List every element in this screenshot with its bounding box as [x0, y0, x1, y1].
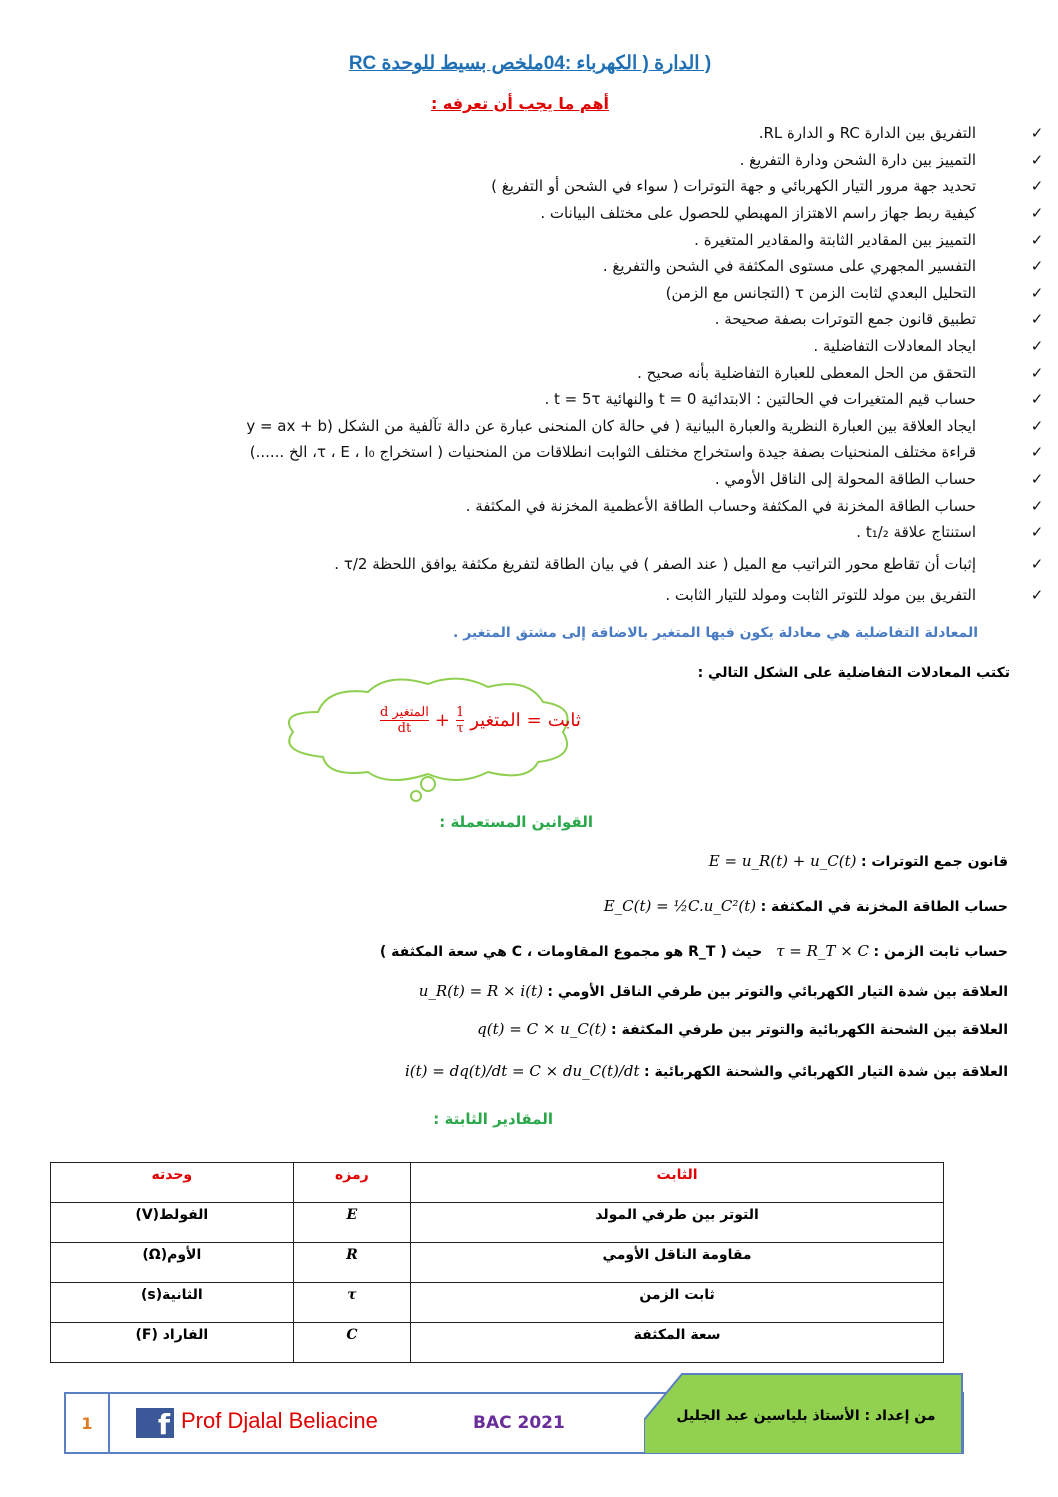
checkmark-icon: ✓: [1030, 470, 1044, 489]
table-row: [51, 1243, 944, 1283]
unit-cell: الأوم(Ω): [51, 1243, 294, 1283]
law-label: حساب الطاقة المخزنة في المكثفة :: [760, 899, 1008, 915]
checkmark-icon: ✓: [1030, 390, 1044, 409]
bac-year: BAC 2021: [473, 1413, 565, 1433]
laws-heading: القوانين المستعملة :: [439, 813, 593, 831]
table-row: [51, 1203, 944, 1243]
page-title: ( الدارة ( الكهرباء :04ملخص بسيط للوحدة RC: [348, 53, 712, 74]
checklist: [76, 120, 1044, 608]
law-line: [709, 852, 1008, 870]
law-formula: q(t) = C × u_C(t): [477, 1020, 607, 1038]
checklist-text: إثبات أن تقاطع محور التراتيب مع الميل ( عند الصفر ) في بيان الطاقة لتفريغ مكثفة يوافق اللحظة τ/2 .: [334, 554, 976, 573]
checkmark-icon: ✓: [1030, 337, 1044, 356]
brand-name: Prof Djalal Beliacine: [181, 1408, 378, 1433]
unit-cell: الفولط(V): [51, 1203, 294, 1243]
symbol-cell: R: [293, 1243, 410, 1283]
law-formula: i(t) = dq(t)/dt = C × du_C(t)/dt: [404, 1062, 640, 1080]
law-formula: E = u_R(t) + u_C(t): [708, 852, 857, 870]
checklist-text: حساب قيم المتغيرات في الحالتين : الابتدائية t = 0 والنهائية t = 5τ .: [544, 390, 976, 409]
checklist-text: التمييز بين المقادير الثابتة والمقادير المتغيرة .: [694, 230, 976, 249]
checkmark-icon: ✓: [1030, 283, 1044, 302]
constant-cell: مقاومة الناقل الأومي: [411, 1243, 944, 1283]
footer: [64, 1392, 964, 1454]
law-line: [477, 1020, 1008, 1038]
checklist-text: حساب الطاقة المحولة إلى الناقل الأومي .: [714, 470, 976, 489]
checklist-item: [76, 519, 1044, 546]
law-formula: u_R(t) = R × i(t): [418, 982, 543, 1000]
header-constant: الثابت: [411, 1163, 944, 1203]
checklist-text: قراءة مختلف المنحنيات بصفة جيدة واستخراج مختلف الثوابت انطلاقات من المنحنيات ( استخراج τ ، E ، I₀، الخ ......): [249, 443, 976, 462]
header-symbol: رمزه: [293, 1163, 410, 1203]
equals-sign: =: [526, 710, 542, 731]
unit-cell: الثانية(s): [51, 1283, 294, 1323]
checklist-text: التمييز بين دارة الشحن ودارة التفريغ .: [739, 150, 976, 169]
author-credit: من إعداد : الأستاذ بلياسين عبد الجليل: [676, 1408, 936, 1424]
symbol-cell: E: [293, 1203, 410, 1243]
checkmark-icon: ✓: [1030, 523, 1044, 542]
checkmark-icon: ✓: [1030, 554, 1044, 573]
checkmark-icon: ✓: [1030, 177, 1044, 196]
checklist-text: كيفية ربط جهاز راسم الاهتزاز المهبطي للحصول على مختلف البيانات .: [540, 204, 976, 223]
header-unit: وحدته: [51, 1163, 294, 1203]
table-row: [51, 1283, 944, 1323]
inverse-tau: [456, 705, 464, 736]
checklist-item: [76, 546, 1044, 582]
law-label: العلاقة بين شدة التيار الكهربائي والشحنة الكهربائية :: [644, 1064, 1008, 1080]
law-label: العلاقة بين الشحنة الكهربائية والتوتر بين طرفي المكثفة :: [610, 1022, 1008, 1038]
constant-cell: التوتر بين طرفي المولد: [411, 1203, 944, 1243]
one: 1: [455, 705, 465, 720]
checklist-item: [76, 359, 1044, 386]
differential-equation-form: [380, 705, 620, 736]
law-note: حيث ( R_T هو مجموع المقاومات ، C هي سعة المكثفة ): [379, 944, 763, 960]
checklist-item: [76, 306, 1044, 333]
derivative-denominator: dt: [397, 721, 412, 736]
checklist-text: التحقق من الحل المعطى للعبارة التفاضلية بأنه صحيح .: [637, 363, 976, 382]
checkmark-icon: ✓: [1030, 443, 1044, 462]
checkmark-icon: ✓: [1030, 496, 1044, 515]
checklist-item: [76, 333, 1044, 360]
law-formula: E_C(t) = ½C.u_C²(t): [603, 897, 757, 915]
checklist-item: [76, 226, 1044, 253]
checklist-text: التفريق بين الدارة RC و الدارة RL.: [758, 124, 976, 143]
checklist-text: حساب الطاقة المخزنة في المكثفة وحساب الطاقة الأعظمية المخزنة في المكثفة .: [465, 496, 976, 515]
checklist-text: التحليل البعدي لثابت الزمن τ (التجانس مع الزمن): [665, 283, 976, 302]
checklist-item: [76, 492, 1044, 519]
unit-cell: الفاراد (F): [51, 1323, 294, 1363]
checkmark-icon: ✓: [1030, 257, 1044, 276]
law-line: [604, 897, 1008, 915]
checklist-text: التفريق بين مولد للتوتر الثابت ومولد للتيار الثابت .: [665, 585, 976, 604]
plus-sign: +: [434, 710, 450, 731]
law-label: حساب ثابت الزمن :: [873, 944, 1008, 960]
law-label: قانون جمع التوترات :: [860, 854, 1008, 870]
checklist-text: ايجاد المعادلات التفاضلية .: [813, 337, 976, 356]
derivative-fraction: [380, 705, 429, 736]
law-label: العلاقة بين شدة التيار الكهربائي والتوتر بين طرفي الناقل الأومي :: [547, 984, 1008, 1000]
tau: τ: [456, 721, 464, 736]
checkmark-icon: ✓: [1030, 150, 1044, 169]
checklist-item: [76, 200, 1044, 227]
checkmark-icon: ✓: [1030, 585, 1044, 604]
checkmark-icon: ✓: [1030, 363, 1044, 382]
checkmark-icon: ✓: [1030, 204, 1044, 223]
checkmark-icon: ✓: [1030, 124, 1044, 143]
constant-cell: سعة المكثفة: [411, 1323, 944, 1363]
table-row: [51, 1323, 944, 1363]
symbol-cell: τ: [293, 1283, 410, 1323]
checklist-item: [76, 173, 1044, 200]
law-line: [380, 942, 1008, 960]
thought-cloud-shape: [278, 672, 578, 807]
checklist-item: [76, 439, 1044, 466]
checklist-text: تحديد جهة مرور التيار الكهربائي و جهة التوترات ( سواء في الشحن أو التفريغ ): [491, 177, 976, 196]
law-line: [419, 982, 1008, 1000]
checkmark-icon: ✓: [1030, 416, 1044, 435]
checklist-text: ايجاد العلاقة بين العبارة النظرية والعبارة البيانية ( في حالة كان المنحنى عبارة عن دالة تآلفية من الشكل (y = ax + b: [246, 416, 976, 435]
variable-term: المتغير: [470, 710, 521, 731]
constant-cell: ثابت الزمن: [411, 1283, 944, 1323]
facebook-icon: f: [136, 1408, 174, 1438]
checklist-item: [76, 147, 1044, 174]
checklist-item: [76, 582, 1044, 609]
checklist-text: تطبيق قانون جمع التوترات بصفة صحيحة .: [714, 310, 976, 329]
symbol-cell: C: [293, 1323, 410, 1363]
checklist-item: [76, 413, 1044, 440]
law-formula: τ = R_T × C: [776, 942, 870, 960]
law-line: [405, 1062, 1008, 1080]
definition-text: المعادلة التفاضلية هي معادلة يكون فيها المتغير بالاضافة إلى مشتق المتغير .: [453, 625, 978, 641]
section-subtitle: أهم ما يجب أن تعرفه :: [430, 94, 610, 113]
constants-table: [50, 1162, 944, 1363]
page-number: 1: [66, 1394, 110, 1452]
checkmark-icon: ✓: [1030, 230, 1044, 249]
derivative-numerator: d المتغير: [380, 705, 429, 720]
form-intro: تكتب المعادلات التفاضلية على الشكل التالي :: [697, 665, 1010, 681]
checklist-item: [76, 386, 1044, 413]
checklist-item: [76, 466, 1044, 493]
checklist-item: [76, 253, 1044, 280]
checklist-text: استنتاج علاقة t₁/₂ .: [856, 523, 976, 542]
constants-heading: المقادير الثابتة :: [433, 1110, 553, 1128]
checklist-text: التفسير المجهري على مستوى المكثفة في الشحن والتفريغ .: [602, 257, 976, 276]
constant-term: ثابت: [547, 710, 581, 731]
checklist-item: [76, 120, 1044, 147]
checklist-item: [76, 280, 1044, 307]
checkmark-icon: ✓: [1030, 310, 1044, 329]
